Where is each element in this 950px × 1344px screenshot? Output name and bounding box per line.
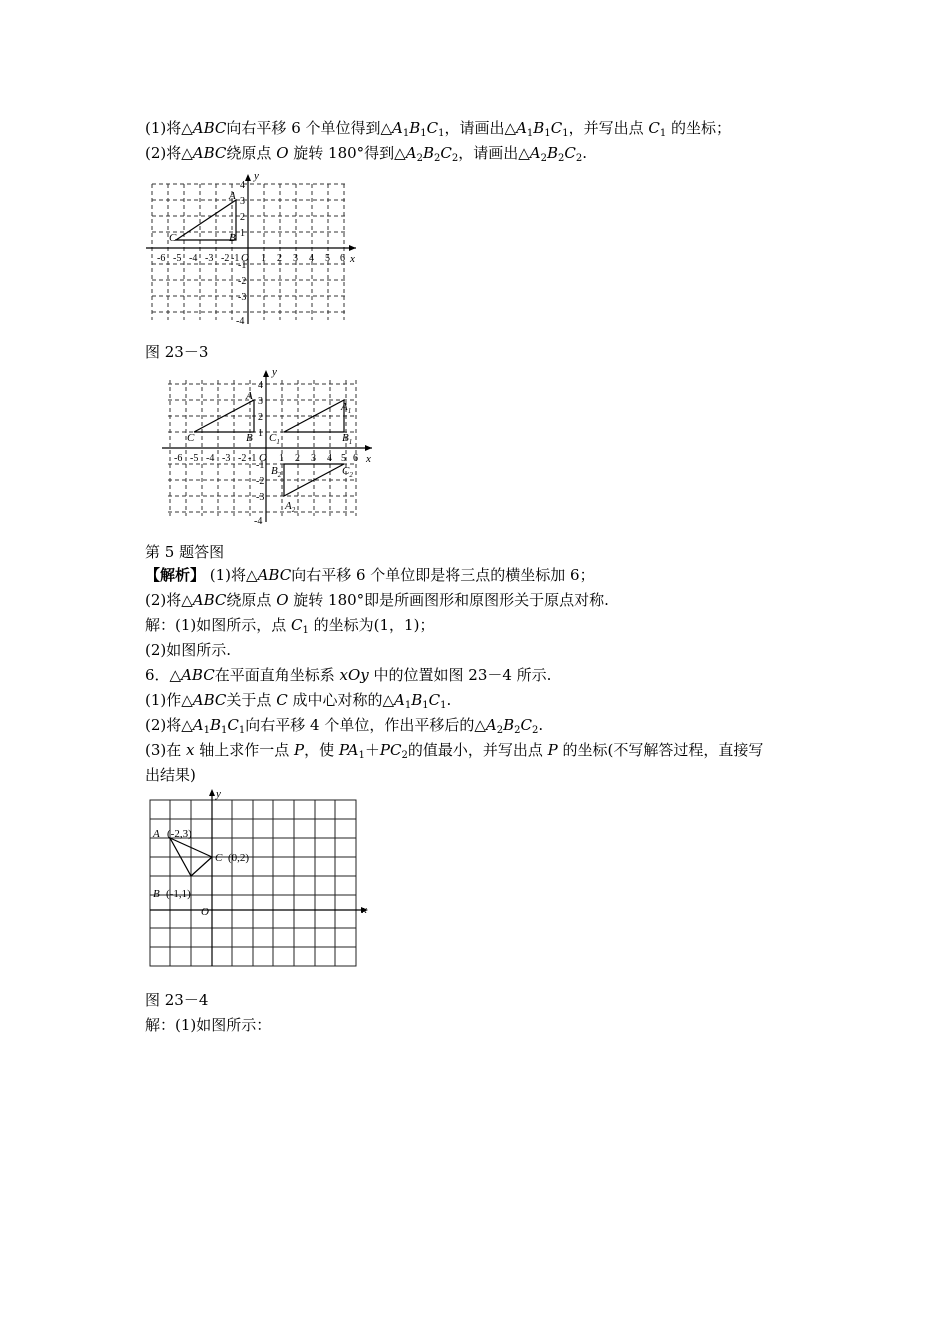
point-a-label: A <box>153 828 160 840</box>
point-a-label: A <box>229 190 236 202</box>
svg-text:4: 4 <box>327 453 332 464</box>
svg-text:4: 4 <box>240 180 245 191</box>
point-c1-label: $C_1$ <box>269 432 280 446</box>
svg-text:-1: -1 <box>248 453 257 464</box>
point-c-coord: (0,2) <box>228 852 250 864</box>
svg-text:3: 3 <box>258 396 263 407</box>
svg-text:-5: -5 <box>190 453 199 464</box>
svg-text:5: 5 <box>341 453 346 464</box>
problem5-question-1: (1)将△ABC向右平移 6 个单位得到$\triangle A_1B_1C_1$，请画出$\triangle A_1B_1C_1$，并写出点 $C_1$ 的坐标； <box>145 119 731 139</box>
svg-text:-1: -1 <box>256 460 265 471</box>
point-c-label: C <box>187 432 195 444</box>
point-b-label: B <box>246 432 253 444</box>
analysis-line-1: 【解析】 (1)将△ABC向右平移 6 个单位即是将三点的横坐标加 6； <box>145 566 595 584</box>
axis-y-label: y <box>216 788 221 800</box>
problem6-question-3: (3)在 x 轴上求作一点 P，使 $PA_1+PC_2$的值最小，并写出点 P 的坐标(不写解答过程，直接写 <box>145 741 764 761</box>
solution6-line-1: 解：(1)如图所示： <box>145 1016 272 1034</box>
svg-text:-2: -2 <box>256 476 265 487</box>
svg-text:2: 2 <box>258 412 263 423</box>
point-c-label: C <box>215 852 223 864</box>
svg-text:-5: -5 <box>173 253 182 264</box>
svg-text:4: 4 <box>258 380 263 391</box>
axis-y-label: y <box>272 366 277 378</box>
point-a-coord: (-2,3) <box>167 828 192 840</box>
svg-text:-6: -6 <box>157 253 166 264</box>
point-a1-label: $A_1$ <box>341 401 352 415</box>
axis-y-label: y <box>254 170 259 182</box>
point-b2-label: $B_2$ <box>271 465 282 479</box>
svg-text:-2: -2 <box>238 453 247 464</box>
svg-text:3: 3 <box>311 453 316 464</box>
point-b-label: B <box>153 888 160 900</box>
svg-text:-3: -3 <box>222 453 231 464</box>
triangle-abc <box>176 200 236 240</box>
svg-text:1: 1 <box>279 453 284 464</box>
origin-label: O <box>259 452 267 464</box>
svg-text:-2: -2 <box>238 276 247 287</box>
problem5-question-2: (2)将△ABC绕原点 O 旋转 180°得到$\triangle A_2B_2C_2$，请画出$\triangle A_2B_2C_2$. <box>145 144 588 164</box>
point-a2-label: $A_2$ <box>285 500 296 514</box>
svg-text:5: 5 <box>325 253 330 264</box>
figure-answer-5-caption: 第 5 题答图 <box>145 543 225 561</box>
svg-text:1: 1 <box>240 228 245 239</box>
solution5-line-2: (2)如图所示. <box>145 641 232 659</box>
svg-text:-1: -1 <box>238 260 247 271</box>
svg-text:1: 1 <box>261 253 266 264</box>
axis-x-label: x <box>350 253 355 265</box>
point-c2-label: $C_2$ <box>342 465 353 479</box>
svg-text:-4: -4 <box>254 516 263 527</box>
origin-label: O <box>201 906 209 918</box>
svg-text:3: 3 <box>240 196 245 207</box>
svg-text:-2: -2 <box>221 253 230 264</box>
x-tick-labels <box>157 253 345 264</box>
figure-23-3-caption: 图 23－3 <box>145 343 209 361</box>
svg-text:-6: -6 <box>174 453 183 464</box>
figure-23-4-caption: 图 23－4 <box>145 991 209 1009</box>
point-a-label: A <box>246 390 253 402</box>
problem6-question-1: (1)作△ABC关于点 C 成中心对称的$\triangle A_1B_1C_1$. <box>145 691 452 711</box>
svg-text:6: 6 <box>340 253 345 264</box>
problem6-stem: 6．△ABC在平面直角坐标系 xOy 中的位置如图 23－4 所示. <box>145 666 552 684</box>
svg-text:1: 1 <box>258 428 263 439</box>
svg-text:-4: -4 <box>236 316 245 327</box>
svg-text:2: 2 <box>240 212 245 223</box>
svg-text:2: 2 <box>295 453 300 464</box>
triangle-a2b2c2 <box>284 464 344 496</box>
svg-text:-1: -1 <box>231 253 240 264</box>
problem6-question-2: (2)将$\triangle A_1B_1C_1$向右平移 4 个单位，作出平移后的$\triangle A_2B_2C_2$. <box>145 716 544 736</box>
axis-x-label: x <box>366 453 371 465</box>
point-b1-label: $B_1$ <box>342 432 353 446</box>
solution5-line-1: 解：(1)如图所示，点 $C_1$ 的坐标为(1，1)； <box>145 616 435 636</box>
problem6-question-3-cont: 出结果) <box>145 766 196 784</box>
axis-x-label: x <box>362 904 367 916</box>
point-b-label: B <box>229 232 236 244</box>
svg-text:-4: -4 <box>206 453 215 464</box>
figure-23-4 <box>145 785 375 970</box>
svg-text:-3: -3 <box>205 253 214 264</box>
figure-23-3 <box>145 168 365 328</box>
svg-text:-4: -4 <box>189 253 198 264</box>
point-b-coord: (-1,1) <box>166 888 191 900</box>
analysis-line-2: (2)将△ABC绕原点 O 旋转 180°即是所画图形和原图形关于原点对称. <box>145 591 609 609</box>
figure-answer-5 <box>160 362 380 527</box>
svg-text:-3: -3 <box>238 292 247 303</box>
svg-text:4: 4 <box>309 253 314 264</box>
svg-text:3: 3 <box>293 253 298 264</box>
svg-text:2: 2 <box>277 253 282 264</box>
svg-text:6: 6 <box>353 453 358 464</box>
svg-text:-3: -3 <box>256 492 265 503</box>
origin-label: O <box>241 252 249 264</box>
point-c-label: C <box>169 232 177 244</box>
